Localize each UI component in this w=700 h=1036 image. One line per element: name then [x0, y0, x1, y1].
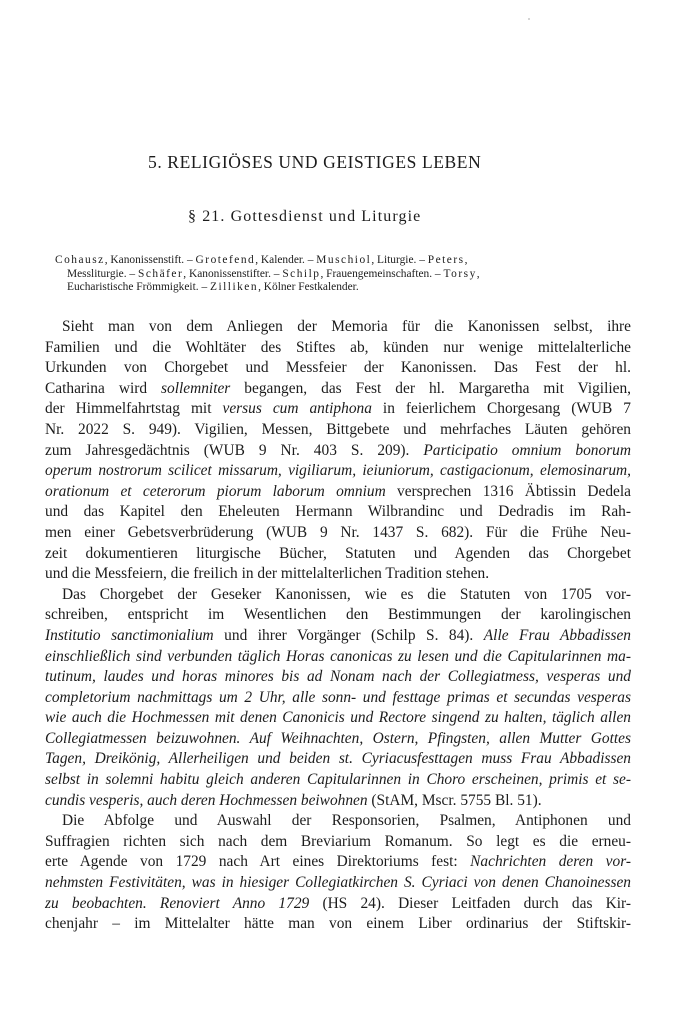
bibliography-block — [55, 254, 620, 295]
body-text-run: zeit dokumentieren liturgische Bücher, Statuten und Agenden das Chorgebet — [45, 544, 631, 562]
body-line — [45, 461, 631, 482]
bibliography-line — [55, 268, 620, 282]
body-line — [45, 585, 631, 606]
body-line — [45, 852, 631, 873]
body-line — [45, 647, 631, 668]
body-text-run: erte Agende von 1729 nach Art eines Direktoriums fest: — [45, 853, 471, 871]
scan-speck — [528, 18, 530, 20]
body-line — [45, 894, 631, 915]
body-line — [45, 832, 631, 853]
body-line — [45, 873, 631, 894]
body-text-run: Familien und die Wohltäter des Stiftes ab, künden nur wenige mittelalterliche — [45, 338, 631, 356]
bibliography-text: Messliturgie. – — [67, 267, 138, 280]
latin-quote: Nachrichten deren vor- — [470, 853, 631, 871]
body-line — [45, 605, 631, 626]
bibliography-text: Eucharistische Frömmigkeit. – — [67, 281, 210, 293]
body-text-run: und die Messfeiern, die freilich in der mittelalterlichen Tradition stehen. — [45, 565, 490, 583]
body-line — [45, 379, 631, 400]
body-line — [45, 708, 631, 729]
latin-quote: zu beobachten. Renoviert Anno 1729 — [45, 894, 310, 912]
body-line — [45, 523, 631, 544]
body-text-run: (StAM, Mscr. 5755 Bl. 51). — [367, 791, 542, 809]
body-text-run: Suffragien richten sich nach dem Breviarium Romanum. So legt es die erneu- — [45, 832, 631, 850]
body-text-run: Sieht man von dem Anliegen der Memoria für die Kanonissen selbst, ihre — [62, 318, 631, 335]
latin-quote: tutinum, laudes und horas minores bis ad Nonam nach der Collegiatmess, vesperas und — [45, 668, 631, 686]
body-text-run: Nr. 2022 S. 949). Vigilien, Messen, Bittgebete und mehrfaches Läuten gehören — [45, 420, 631, 438]
body-text-run: zum Jahresgedächtnis (WUB 9 Nr. 403 S. 209). — [45, 441, 424, 459]
body-text-run: Catharina wird — [45, 379, 162, 397]
body-text-run: und ihrer Vorgänger (Schilp S. 84). — [213, 626, 484, 644]
body-line — [45, 667, 631, 688]
latin-quote: completorium nachmittags um 2 Uhr, alle sonn- und festtage primas et secundas vesperas — [45, 688, 631, 706]
body-text-run: in feierlichem Chorgesang (WUB 7 — [371, 400, 631, 418]
body-text-run: und das Kapitel den Eheleuten Hermann Wilbrandinc und Dedradis im Rah- — [45, 503, 631, 521]
body-text-run: Urkunden von Chorgebet und Messfeier der Kanonissen. Das Fest der hl. — [45, 359, 631, 377]
body-line — [45, 399, 631, 420]
body-text-run: men einer Gebetsverbrüderung (WUB 9 Nr. 1437 S. 682). Für die Frühe Neu- — [45, 523, 631, 541]
latin-quote: Collegiatmessen beizuwohnen. Auf Weihnachten, Ostern, Pfingsten, allen Mutter Gottes — [45, 729, 631, 747]
body-text-run: versprechen 1316 Äbtissin Dedela — [385, 482, 631, 500]
body-text-run: chenjahr – im Mittelalter hätte man von einem Liber ordinarius der Stiftskir- — [45, 915, 631, 933]
body-line — [45, 729, 631, 750]
latin-quote: Tagen, Dreikönig, Allerheiligen und beiden st. Cyriacusfesttagen muss Frau Abbadissen — [45, 750, 631, 768]
body-line — [45, 688, 631, 709]
body-text-run: (HS 24). Dieser Leitfaden durch das Kir- — [309, 894, 632, 912]
body-line — [45, 338, 631, 359]
latin-quote: Alle Frau Abbadissen — [483, 626, 631, 644]
latin-quote: wie auch die Hochmessen mit denen Canonicis und Rectore singend zu halten, täglich allen — [45, 709, 631, 727]
bibliography-text: , Kanonissenstift. – — [104, 254, 196, 266]
body-text-run: begangen, das Fest der hl. Margaretha mit Vigilien, — [230, 379, 632, 397]
latin-quote: nehmsten Festivitäten, was in hiesiger Collegiatkirchen S. Cyriaci von denen Chanoinessen — [45, 874, 631, 892]
latin-quote: orationum et ceterorum piorum laborum omnium — [45, 482, 386, 500]
body-text-run: Das Chorgebet der Geseker Kanonissen, wie es die Statuten von 1705 vor- — [62, 585, 631, 603]
body-line — [45, 791, 631, 812]
author-name: Cohausz — [55, 254, 105, 266]
latin-quote: einschließlich sind verbunden täglich Horas canonicas zu lesen und die Capitularinnen ma- — [45, 647, 631, 665]
body-line — [45, 317, 631, 338]
bibliography-text: , Liturgie. – — [371, 254, 428, 266]
body-line — [45, 811, 631, 832]
body-line — [45, 441, 631, 462]
author-name: Muschiol — [316, 254, 372, 266]
body-line — [45, 420, 631, 441]
bibliography-text: , Kanonissenstifter. – — [183, 267, 283, 280]
body-text — [45, 317, 631, 935]
body-text-run: der Himmelfahrtstag mit — [45, 400, 223, 418]
author-name: Grotefend — [195, 254, 256, 266]
body-line — [45, 502, 631, 523]
body-line — [45, 770, 631, 791]
bibliography-text: , Frauengemeinschaften. – — [320, 267, 444, 280]
body-text-run: schreiben, entspricht im Wesentlichen den Bestimmungen der karolingischen — [45, 606, 631, 624]
latin-quote: Participatio omnium bonorum — [423, 441, 631, 459]
latin-quote: cundis vesperis, auch deren Hochmessen beiwohnen — [45, 791, 368, 809]
author-name: Peters — [427, 254, 465, 266]
bibliography-line — [55, 254, 620, 268]
author-name: Schäfer — [137, 267, 184, 280]
section-heading: § 21. Gottesdienst und Liturgie — [188, 208, 422, 225]
latin-quote: Institutio sanctimonialium — [45, 626, 214, 644]
body-line — [45, 358, 631, 379]
latin-quote: versus cum antiphona — [222, 400, 372, 418]
body-text-run: Die Abfolge und Auswahl der Responsorien, Psalmen, Antiphonen und — [62, 812, 631, 830]
latin-quote: sollemniter — [161, 379, 231, 397]
bibliography-text: , — [464, 254, 468, 266]
body-line — [45, 544, 631, 565]
bibliography-text: , Kalender. – — [255, 254, 317, 266]
body-line — [45, 749, 631, 770]
bibliography-line — [55, 281, 620, 295]
body-line — [45, 482, 631, 503]
latin-quote: selbst in solemni habitu gleich anderen Capitularinnen in Choro erscheinen, primis et se- — [45, 771, 631, 789]
author-name: Torsy — [443, 267, 477, 280]
latin-quote: operum nostrorum scilicet missarum, vigiliarum, ieiuniorum, castigacionum, elemosinarum, — [45, 462, 631, 480]
author-name: Schilp — [282, 267, 321, 280]
chapter-heading: 5. RELIGIÖSES UND GEISTIGES LEBEN — [148, 152, 482, 172]
author-name: Zilliken — [210, 281, 259, 293]
body-line — [45, 564, 631, 585]
body-line — [45, 914, 631, 935]
body-line — [45, 626, 631, 647]
bibliography-text: , — [476, 267, 480, 280]
bibliography-text: , Kölner Festkalender. — [258, 281, 359, 293]
